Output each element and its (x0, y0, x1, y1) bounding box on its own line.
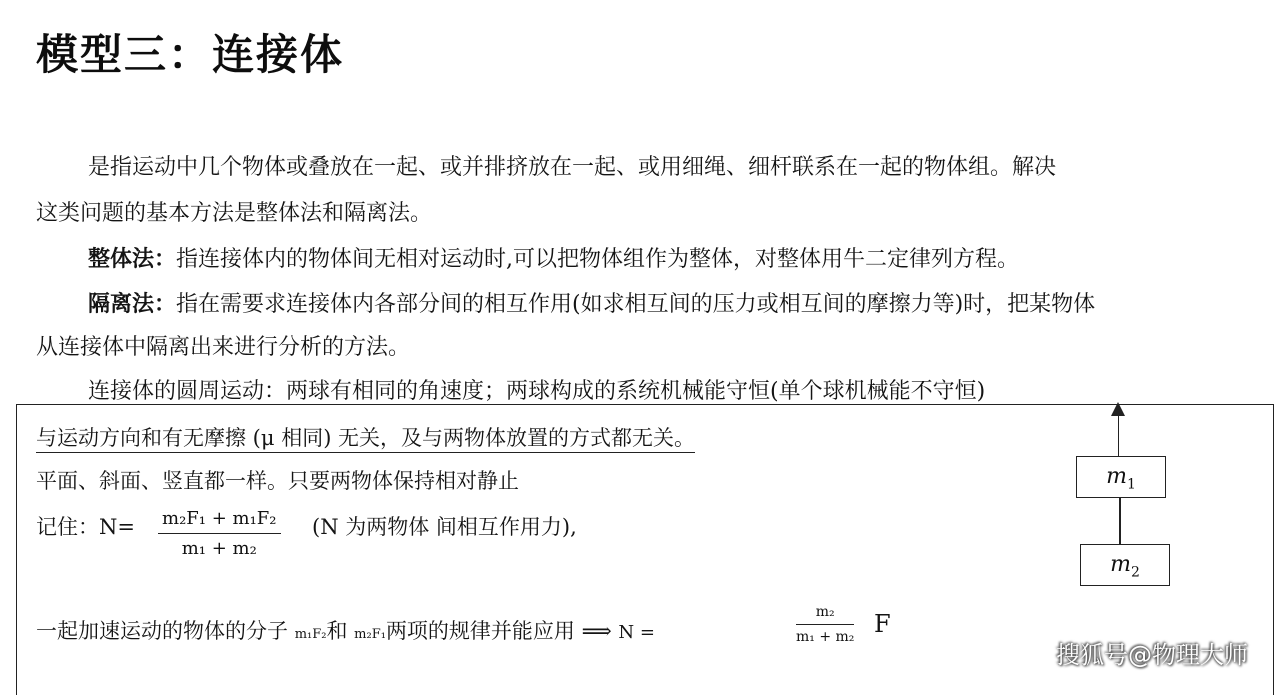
m1-label: m (1106, 464, 1127, 489)
final-fraction (796, 604, 854, 645)
line4-text-a: 一起加速运动的物体的分子 (36, 619, 288, 643)
n-equals: N = (618, 622, 655, 643)
isolation-method-text: 指在需要求连接体内各部分间的相互作用(如求相互间的压力或相互间的摩擦力等)时，把某物体 (176, 292, 1096, 317)
term-m2f1: m₂F₁ (354, 627, 386, 642)
isolation-method-paragraph (88, 287, 1095, 318)
whole-method-paragraph (88, 242, 1019, 273)
force-f: F (874, 610, 891, 638)
remember-label: 记住：N= (36, 515, 135, 539)
whole-method-text: 指连接体内的物体间无相对运动时,可以把物体组作为整体，对整体用牛二定律列方程。 (176, 247, 1020, 272)
watermark: 搜狐号@物理大师 (1056, 641, 1248, 669)
mass-block-m1 (1076, 456, 1166, 498)
box-line-1 (36, 422, 695, 452)
mass-block-m2 (1080, 544, 1170, 586)
whole-method-label: 整体法： (88, 246, 177, 272)
intro-line-2: 这类问题的基本方法是整体法和隔离法。 (36, 201, 433, 226)
isolation-method-line-2: 从连接体中隔离出来进行分析的方法。 (36, 335, 411, 360)
page-title: 模型三：连接体 (36, 30, 345, 79)
fraction-denominator: m₁ + m₂ (181, 538, 257, 559)
line4-text-b: 两项的规律并能应用 (385, 619, 575, 643)
pull-force-line (1118, 414, 1120, 456)
interaction-force-fraction (158, 508, 281, 559)
circular-motion-line: 连接体的圆周运动：两球有相同的角速度；两球构成的系统机械能守恒(单个球机械能不守恒) (88, 379, 986, 404)
m2-label: m (1110, 552, 1131, 577)
final-fraction-numerator: m₂ (796, 604, 854, 625)
box-line-1-text: 与运动方向和有无摩擦 (μ 相同) 无关，及与两物体放置的方式都无关。 (36, 426, 695, 453)
line4-and: 和 (326, 619, 348, 643)
implies-arrow-icon: ⟹ (581, 619, 612, 643)
box-line-2: 平面、斜面、竖直都一样。只要两物体保持相对静止 (36, 469, 519, 493)
connecting-rope (1119, 498, 1121, 544)
m1-subscript: 1 (1126, 476, 1136, 493)
formula-note: (N 为两物体 间相互作用力), (312, 515, 577, 539)
box-line-4 (36, 615, 655, 645)
intro-line-1: 是指运动中几个物体或叠放在一起、或并排挤放在一起、或用细绳、细杆联系在一起的物体组。解决 (88, 155, 1057, 180)
term-m1f2: m₁F₂ (294, 627, 327, 642)
isolation-method-label: 隔离法： (88, 291, 177, 317)
final-fraction-denominator: m₁ + m₂ (796, 629, 855, 645)
fraction-numerator: m₂F₁ + m₁F₂ (158, 508, 281, 534)
m2-subscript: 2 (1130, 564, 1140, 581)
